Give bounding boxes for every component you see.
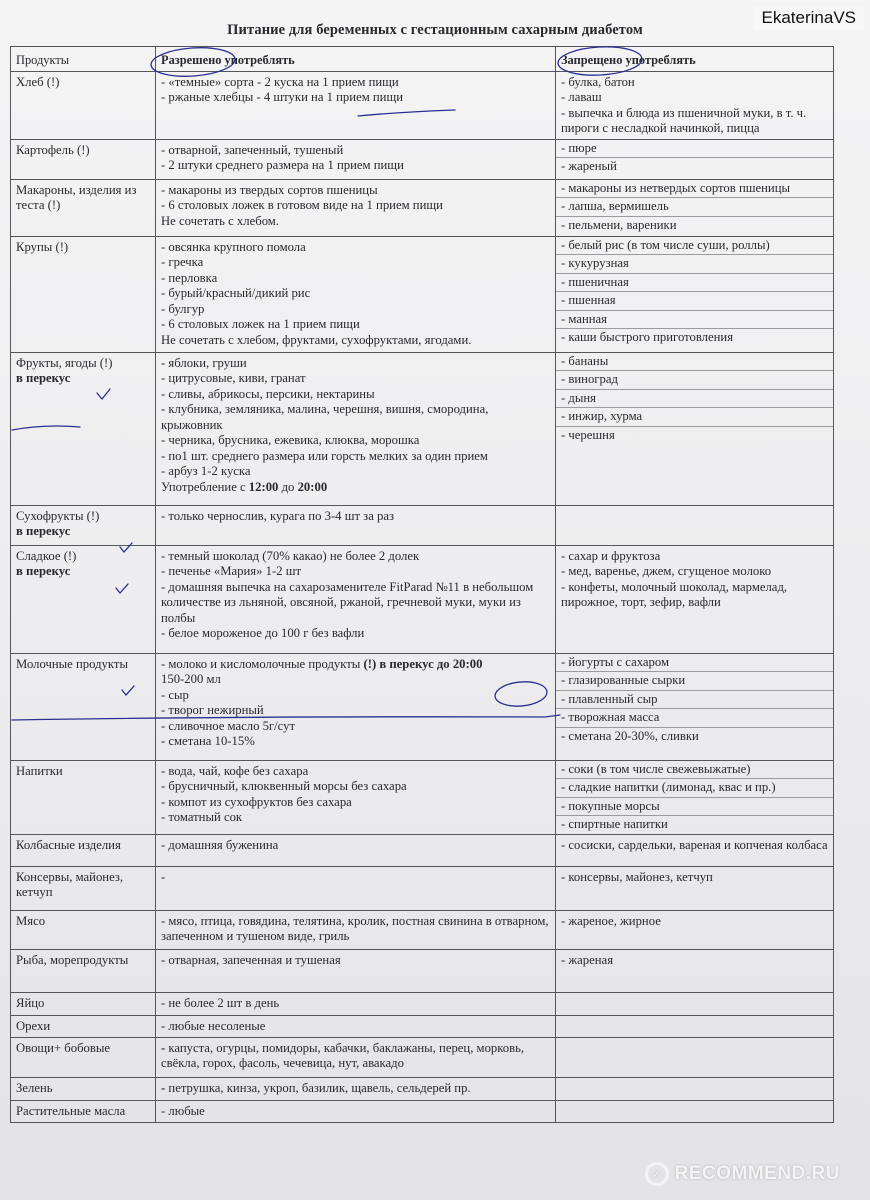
forbidden-cell <box>556 910 834 949</box>
table-row <box>11 139 834 179</box>
snack-note: в перекус <box>16 564 71 578</box>
text-line: Крупы (!) <box>16 239 69 254</box>
forbidden-cell <box>556 1037 834 1077</box>
page-title: Питание для беременных с гестационным сахарным диабетом <box>227 22 643 38</box>
text-line: - по1 шт. среднего размера или горсть мелких за один прием <box>161 448 488 463</box>
text-line: - яблоки, груши <box>161 355 247 370</box>
allowed-cell <box>156 352 556 505</box>
text-line: - отварной, запеченный, тушеный <box>161 142 344 157</box>
time-part: до <box>278 479 298 494</box>
product-cell <box>11 949 156 992</box>
bold-dash: - <box>161 1080 166 1095</box>
text-line: - сахар и фруктоза <box>561 548 661 563</box>
text-line: - овсянка крупного помола <box>161 239 306 254</box>
item-text: петрушка, кинза, укроп, базилик, щавель, сельдерей пр. <box>168 1080 471 1095</box>
text-line <box>161 1081 551 1097</box>
text-line: - жареный <box>561 159 617 173</box>
text-line: Растительные масла <box>16 1103 126 1118</box>
text-line: - лапша, вермишель <box>556 198 833 217</box>
forbidden-cell <box>556 1100 834 1122</box>
forbidden-cell <box>556 236 834 352</box>
dairy-line-bold: (!) в перекус до 20:00 <box>363 656 483 671</box>
text-line: Молочные продукты <box>16 656 128 671</box>
text-line: - только чернослив, курага по 3-4 шт за раз <box>161 508 394 523</box>
text-line: - консервы, майонез, кетчуп <box>561 869 713 884</box>
text-line: - отварная, запеченная и тушеная <box>161 952 341 967</box>
dairy-line-text: - молоко и кисломолочные продукты <box>161 656 364 671</box>
text-line: - цитрусовые, киви, гранат <box>161 371 306 385</box>
text-line: - белое мороженое до 100 г без вафли <box>161 626 365 640</box>
forbidden-cell <box>556 545 834 653</box>
time-part: 12:00 <box>248 479 279 494</box>
text-line: - ржаные хлебцы - 4 штуки на 1 прием пищи <box>161 90 404 104</box>
table-row <box>11 1037 834 1077</box>
text-line: - творожная масса <box>556 709 833 728</box>
allowed-cell <box>156 1015 556 1037</box>
text-line: - йогурты с сахаром <box>556 654 833 673</box>
product-cell <box>11 352 156 505</box>
allowed-cell <box>156 545 556 653</box>
text-line: - гречка <box>161 255 204 269</box>
text-line: - 6 столовых ложек на 1 прием пищи <box>161 317 360 331</box>
product-cell <box>11 760 156 834</box>
text-line: - арбуз 1-2 куска <box>161 464 251 478</box>
text-line: - 2 штуки среднего размера на 1 прием пищи <box>161 158 404 172</box>
text-line: - пшеничная <box>556 274 833 293</box>
text-line: - глазированные сырки <box>556 672 833 691</box>
table-row <box>11 236 834 352</box>
text-line: - домашняя выпечка на сахарозаменителе FitParad №11 в небольшом количестве из льняной, овсяной, ржаной, гречневой муки, муки из полбы <box>161 579 534 625</box>
allowed-cell <box>156 760 556 834</box>
text-line: Напитки <box>16 763 63 778</box>
forbidden-cell <box>556 71 834 139</box>
table-row <box>11 910 834 949</box>
text-line: - мясо, птица, говядина, телятина, кролик, постная свинина в отварном, запеченном и тушеном виде, гриль <box>161 913 549 943</box>
forbidden-cell <box>556 992 834 1015</box>
product-cell <box>11 992 156 1015</box>
text-line: Мясо <box>16 913 46 928</box>
product-cell <box>11 1037 156 1077</box>
allowed-cell <box>156 834 556 866</box>
text-line: - кукурузная <box>556 255 833 274</box>
table-row <box>11 1100 834 1122</box>
forbidden-cell <box>556 834 834 866</box>
recommend-text: RECOMMEND.RU <box>674 1163 840 1184</box>
product-cell <box>11 139 156 179</box>
allowed-cell <box>156 236 556 352</box>
forbidden-cell <box>556 866 834 910</box>
table-row <box>11 545 834 653</box>
text-line <box>161 1041 551 1072</box>
text-line: Сухофрукты (!) <box>16 508 100 523</box>
header-row <box>11 47 834 72</box>
text-line: - соки (в том числе свежевыжатые) <box>556 761 833 780</box>
header-products: Продукты <box>11 47 156 72</box>
forbidden-cell <box>556 949 834 992</box>
text-line: - булгур <box>161 301 205 316</box>
text-line: - лаваш <box>561 90 602 104</box>
forbidden-cell <box>556 1077 834 1100</box>
forbidden-cell <box>556 139 834 179</box>
product-cell <box>11 71 156 139</box>
bold-dash: - <box>161 1040 166 1055</box>
forbidden-cell <box>556 352 834 505</box>
product-cell <box>11 545 156 653</box>
text-line: - творог нежирный <box>161 703 264 717</box>
text-line: Не сочетать с хлебом. <box>161 213 279 228</box>
text-line: Яйцо <box>16 995 45 1010</box>
recommend-watermark <box>645 1162 840 1186</box>
allowed-cell <box>156 505 556 545</box>
text-line: - манная <box>556 311 833 330</box>
text-line: - <box>161 869 166 884</box>
allowed-cell <box>156 139 556 179</box>
text-line: - каши быстрого приготовления <box>561 330 734 344</box>
text-line: - инжир, хурма <box>556 408 833 427</box>
text-line: Макароны, изделия из теста (!) <box>16 182 137 212</box>
text-line: - мед, варенье, джем, сгущеное молоко <box>561 564 772 578</box>
table-row <box>11 992 834 1015</box>
text-line: - перловка <box>161 270 218 285</box>
text-line: Колбасные изделия <box>16 837 121 852</box>
product-cell <box>11 910 156 949</box>
product-cell <box>11 1015 156 1037</box>
text-line: - макароны из нетвердых сортов пшеницы <box>556 180 833 199</box>
product-cell <box>11 834 156 866</box>
text-line: - макароны из твердых сортов пшеницы <box>161 182 378 197</box>
allowed-cell <box>156 653 556 760</box>
forbidden-cell <box>556 1015 834 1037</box>
text-line: - «темные» сорта - 2 куска на 1 прием пищи <box>161 74 399 89</box>
product-cell <box>11 653 156 760</box>
text-line: Консервы, майонез, кетчуп <box>16 869 124 899</box>
text-line: - компот из сухофруктов без сахара <box>161 794 352 809</box>
text-line: - пельмени, вареники <box>561 217 677 232</box>
text-line: - бананы <box>556 353 833 372</box>
table-row <box>11 71 834 139</box>
text-line: - дыня <box>556 390 833 409</box>
table-row <box>11 866 834 910</box>
table-row <box>11 179 834 236</box>
text-line: - сметана 20-30%, сливки <box>561 728 699 743</box>
text-line: - клубника, земляника, малина, черешня, вишня, смородина, крыжовник <box>161 402 489 432</box>
table-row <box>11 653 834 760</box>
allowed-cell <box>156 179 556 236</box>
allowed-cell <box>156 71 556 139</box>
text-line: - выпечка и блюда из пшеничной муки, в т. ч. пироги с несладкой начинкой, пицца <box>561 105 807 135</box>
product-cell <box>11 1077 156 1100</box>
text-line: - булка, батон <box>561 74 635 89</box>
text-line: - виноград <box>556 371 833 390</box>
table-row <box>11 505 834 545</box>
text-line: Картофель (!) <box>16 142 90 157</box>
header-allowed: Разрешено употреблять <box>156 47 556 72</box>
allowed-cell <box>156 910 556 949</box>
time-part: 20:00 <box>297 479 328 494</box>
text-line: - конфеты, молочный шоколад, мармелад, пирожное, торт, зефир, вафли <box>561 579 788 609</box>
text-line: Овощи+ бобовые <box>16 1040 111 1055</box>
header-forbidden: Запрещено употреблять <box>556 47 834 72</box>
allowed-cell <box>156 949 556 992</box>
text-line: 150-200 мл <box>161 672 221 686</box>
text-line: - жареная <box>561 952 614 967</box>
text-line: - плавленный сыр <box>556 691 833 710</box>
recommend-logo-icon: ✓ <box>645 1162 669 1186</box>
text-line: - домашняя буженина <box>161 837 279 852</box>
item-text: капуста, огурцы, помидоры, кабачки, баклажаны, перец, морковь, свёкла, горох, фасоль, чечевица, нут, авакадо <box>161 1040 525 1070</box>
text-line: - сладкие напитки (лимонад, квас и пр.) <box>556 779 833 798</box>
table-row <box>11 949 834 992</box>
text-line: - покупные морсы <box>556 798 833 817</box>
text-line: - пшенная <box>556 292 833 311</box>
text-line: - сливы, абрикосы, персики, нектарины <box>161 386 375 401</box>
allowed-cell <box>156 1077 556 1100</box>
text-line: - спиртные напитки <box>561 817 668 831</box>
forbidden-cell <box>556 760 834 834</box>
table-row <box>11 352 834 505</box>
text-line: - любые несоленые <box>161 1018 266 1033</box>
text-line: - сосиски, сардельки, вареная и копченая колбаса <box>561 837 828 852</box>
text-line: - бурый/красный/дикий рис <box>161 286 311 300</box>
text-line: Орехи <box>16 1018 51 1033</box>
snack-note: в перекус <box>16 371 71 385</box>
product-cell <box>11 866 156 910</box>
table-row <box>11 834 834 866</box>
allowed-cell <box>156 1100 556 1122</box>
text-line: - вода, чай, кофе без сахара <box>161 763 309 778</box>
text-line: - черешня <box>561 427 615 442</box>
text-line: Не сочетать с хлебом, фруктами, сухофруктами, ягодами. <box>161 332 472 347</box>
text-line <box>161 657 551 673</box>
allowed-cell <box>156 1037 556 1077</box>
snack-note: в перекус <box>16 524 71 538</box>
text-line: Фрукты, ягоды (!) <box>16 355 113 370</box>
text-line: - любые <box>161 1103 205 1118</box>
text-line: - 6 столовых ложек в готовом виде на 1 прием пищи <box>161 198 443 212</box>
text-line: Зелень <box>16 1080 53 1095</box>
text-line: - сметана 10-15% <box>161 734 255 748</box>
time-part: Употребление с <box>161 479 249 494</box>
allowed-cell <box>156 866 556 910</box>
forbidden-cell <box>556 179 834 236</box>
product-cell <box>11 505 156 545</box>
product-cell <box>11 1100 156 1122</box>
allowed-cell <box>156 992 556 1015</box>
time-line <box>161 480 551 496</box>
author-watermark: EkaterinaVS <box>754 6 865 30</box>
text-line: - темный шоколад (70% какао) не более 2 долек <box>161 548 420 563</box>
text-line: - черника, брусника, ежевика, клюква, морошка <box>161 433 420 447</box>
text-line: - белый рис (в том числе суши, роллы) <box>556 237 833 256</box>
forbidden-cell <box>556 505 834 545</box>
text-line: - брусничный, клюквенный морсы без сахара <box>161 779 407 793</box>
diet-table <box>10 46 834 1123</box>
text-line: Сладкое (!) <box>16 548 77 563</box>
text-line: - пюре <box>556 140 833 159</box>
text-line: - сыр <box>161 687 189 702</box>
forbidden-cell <box>556 653 834 760</box>
text-line: - печенье «Мария» 1-2 шт <box>161 564 302 578</box>
text-line: - жареное, жирное <box>561 913 661 928</box>
table-row <box>11 1077 834 1100</box>
product-cell <box>11 179 156 236</box>
text-line: - томатный сок <box>161 810 243 824</box>
text-line: Рыба, морепродукты <box>16 952 129 967</box>
table-row <box>11 760 834 834</box>
text-line: Хлеб (!) <box>16 74 60 89</box>
product-cell <box>11 236 156 352</box>
text-line: - не более 2 шт в день <box>161 995 280 1010</box>
table-row <box>11 1015 834 1037</box>
text-line: - сливочное масло 5г/сут <box>161 718 296 733</box>
